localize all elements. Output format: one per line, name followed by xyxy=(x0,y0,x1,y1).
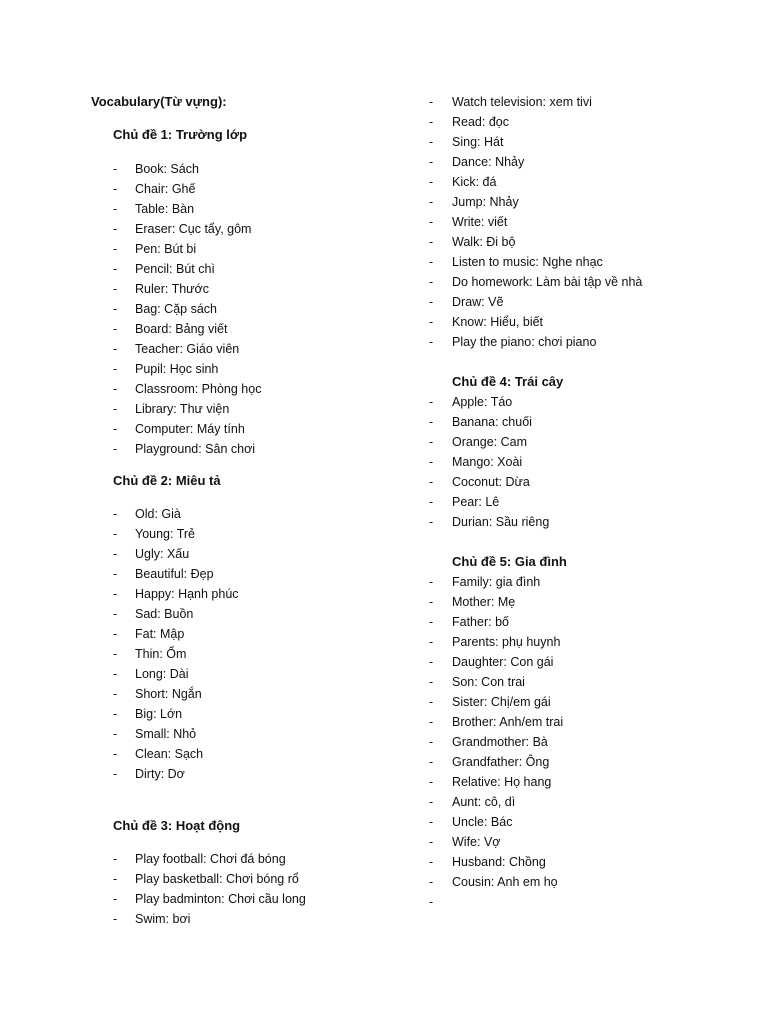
bullet-dash: - xyxy=(113,747,118,761)
vocab-item: Aunt: cô, dì xyxy=(452,795,516,809)
bullet-dash: - xyxy=(113,282,118,296)
vocab-item: Wife: Vợ xyxy=(452,835,501,849)
bullet-dash: - xyxy=(429,215,434,229)
vocab-item: Know: Hiểu, biết xyxy=(452,315,544,329)
vocab-item: Big: Lớn xyxy=(135,707,183,721)
vocab-item: Pupil: Học sinh xyxy=(135,362,219,376)
section-heading: Chủ đề 3: Hoạt động xyxy=(113,818,241,833)
vocab-item: Fat: Mập xyxy=(135,627,185,641)
bullet-dash: - xyxy=(113,422,118,436)
bullet-dash: - xyxy=(429,775,434,789)
bullet-dash: - xyxy=(429,175,434,189)
vocab-item: Beautiful: Đẹp xyxy=(135,567,214,581)
bullet-dash: - xyxy=(113,872,118,886)
bullet-dash: - xyxy=(113,547,118,561)
bullet-dash: - xyxy=(429,735,434,749)
vocab-item: Teacher: Giáo viên xyxy=(135,342,240,356)
bullet-dash: - xyxy=(429,275,434,289)
vocab-item: Ruler: Thước xyxy=(135,282,209,296)
bullet-dash: - xyxy=(429,635,434,649)
bullet-dash: - xyxy=(113,362,118,376)
vocab-item: Cousin: Anh em họ xyxy=(452,875,558,889)
bullet-dash: - xyxy=(429,795,434,809)
vocab-item: Sad: Buồn xyxy=(135,607,194,621)
bullet-dash: - xyxy=(429,315,434,329)
bullet-dash: - xyxy=(429,435,434,449)
bullet-dash: - xyxy=(429,455,434,469)
vocab-item: Long: Dài xyxy=(135,667,189,681)
vocab-item: Play football: Chơi đá bóng xyxy=(135,852,286,866)
bullet-dash: - xyxy=(113,162,118,176)
bullet-dash: - xyxy=(429,235,434,249)
bullet-dash: - xyxy=(113,322,118,336)
bullet-dash: - xyxy=(429,675,434,689)
bullet-dash: - xyxy=(113,912,118,926)
bullet-dash: - xyxy=(429,135,434,149)
vocab-item: Bag: Cặp sách xyxy=(135,302,217,316)
vocab-item: Library: Thư viện xyxy=(135,402,230,416)
bullet-dash: - xyxy=(113,342,118,356)
section-heading: Chủ đề 4: Trái cây xyxy=(452,374,564,389)
vocab-item: Walk: Đi bộ xyxy=(452,235,516,249)
bullet-dash: - xyxy=(113,222,118,236)
vocab-item: Kick: đá xyxy=(452,175,497,189)
vocab-item: Ugly: Xấu xyxy=(135,547,190,561)
vocab-item: Mango: Xoài xyxy=(452,455,523,469)
vocab-item: Sing: Hát xyxy=(452,135,504,149)
vocab-item: Young: Trẻ xyxy=(135,527,196,541)
bullet-dash: - xyxy=(113,852,118,866)
vocab-item: Clean: Sạch xyxy=(135,747,204,761)
document-title: Vocabulary(Từ vựng): xyxy=(91,94,227,109)
bullet-dash: - xyxy=(429,155,434,169)
vocab-item: Banana: chuối xyxy=(452,415,532,429)
bullet-dash: - xyxy=(429,695,434,709)
section-heading: Chủ đề 5: Gia đình xyxy=(452,554,567,569)
vocab-item: Brother: Anh/em trai xyxy=(452,715,564,729)
vocab-item: Play the piano: chơi piano xyxy=(452,335,597,349)
vocab-item: Mother: Mẹ xyxy=(452,595,516,609)
bullet-dash: - xyxy=(113,567,118,581)
bullet-dash: - xyxy=(429,255,434,269)
bullet-dash: - xyxy=(429,755,434,769)
vocab-item: Playground: Sân chơi xyxy=(135,442,256,456)
bullet-dash: - xyxy=(113,402,118,416)
vocab-item: Parents: phụ huynh xyxy=(452,635,561,649)
bullet-dash: - xyxy=(113,667,118,681)
bullet-dash: - xyxy=(113,607,118,621)
vocab-item: Pear: Lê xyxy=(452,495,500,509)
bullet-dash: - xyxy=(429,335,434,349)
vocab-item: Book: Sách xyxy=(135,162,199,176)
vocab-item: Dirty: Dơ xyxy=(135,767,185,781)
bullet-dash: - xyxy=(429,595,434,609)
section-heading: Chủ đề 1: Trường lớp xyxy=(113,127,248,142)
vocab-item: Happy: Hạnh phúc xyxy=(135,587,239,601)
bullet-dash: - xyxy=(429,95,434,109)
bullet-dash: - xyxy=(429,855,434,869)
bullet-dash: - xyxy=(113,242,118,256)
vocab-item: Family: gia đình xyxy=(452,575,541,589)
vocab-item: Play basketball: Chơi bóng rổ xyxy=(135,872,299,886)
bullet-dash: - xyxy=(113,182,118,196)
bullet-dash: - xyxy=(429,295,434,309)
vocab-item: Grandmother: Bà xyxy=(452,735,548,749)
vocab-item: Old: Già xyxy=(135,507,181,521)
vocab-item: Relative: Họ hang xyxy=(452,775,552,789)
bullet-dash: - xyxy=(429,715,434,729)
bullet-dash: - xyxy=(113,587,118,601)
vocab-item: Classroom: Phòng học xyxy=(135,382,262,396)
vocab-item: Pencil: Bút chì xyxy=(135,262,215,276)
vocab-item: Listen to music: Nghe nhạc xyxy=(452,255,603,269)
bullet-dash: - xyxy=(113,302,118,316)
vocab-item: Grandfather: Ông xyxy=(452,755,550,769)
bullet-dash: - xyxy=(429,395,434,409)
vocab-item: Coconut: Dừa xyxy=(452,475,530,489)
vocab-item: Watch television: xem tivi xyxy=(452,95,592,109)
vocab-item: Do homework: Làm bài tập về nhà xyxy=(452,275,643,289)
vocab-item: Read: đọc xyxy=(452,115,509,129)
vocab-item: Jump: Nhảy xyxy=(452,195,519,209)
vocab-item: Thin: Ốm xyxy=(135,647,187,661)
vocab-item: Write: viết xyxy=(452,215,508,229)
vocab-item: Swim: bơi xyxy=(135,912,191,926)
bullet-dash: - xyxy=(429,515,434,529)
vocab-item: Eraser: Cục tẩy, gôm xyxy=(135,222,252,236)
bullet-dash: - xyxy=(429,495,434,509)
bullet-dash: - xyxy=(429,475,434,489)
vocab-item: Small: Nhỏ xyxy=(135,727,197,741)
bullet-dash: - xyxy=(429,895,434,909)
bullet-dash: - xyxy=(429,115,434,129)
bullet-dash: - xyxy=(113,727,118,741)
vocab-item: Pen: Bút bi xyxy=(135,242,197,256)
section-heading: Chủ đề 2: Miêu tả xyxy=(113,473,221,488)
vocab-item: Son: Con trai xyxy=(452,675,525,689)
bullet-dash: - xyxy=(113,442,118,456)
bullet-dash: - xyxy=(429,575,434,589)
vocab-item: Uncle: Bác xyxy=(452,815,513,829)
bullet-dash: - xyxy=(113,527,118,541)
vocab-item: Sister: Chị/em gái xyxy=(452,695,551,709)
bullet-dash: - xyxy=(113,507,118,521)
bullet-dash: - xyxy=(429,815,434,829)
vocab-item: Husband: Chồng xyxy=(452,855,546,869)
bullet-dash: - xyxy=(429,875,434,889)
vocab-item: Short: Ngắn xyxy=(135,687,202,701)
bullet-dash: - xyxy=(113,707,118,721)
vocab-item: Draw: Vẽ xyxy=(452,295,504,309)
vocab-item: Computer: Máy tính xyxy=(135,422,245,436)
vocab-item: Board: Bảng viết xyxy=(135,322,228,336)
bullet-dash: - xyxy=(113,647,118,661)
vocab-item: Play badminton: Chơi cầu long xyxy=(135,892,306,906)
bullet-dash: - xyxy=(113,382,118,396)
vocab-item: Dance: Nhảy xyxy=(452,155,525,169)
vocab-item: Father: bố xyxy=(452,615,509,629)
bullet-dash: - xyxy=(113,202,118,216)
bullet-dash: - xyxy=(113,767,118,781)
vocab-item: Daughter: Con gái xyxy=(452,655,554,669)
bullet-dash: - xyxy=(113,627,118,641)
bullet-dash: - xyxy=(429,415,434,429)
bullet-dash: - xyxy=(429,615,434,629)
vocab-item: Chair: Ghế xyxy=(135,182,196,196)
vocab-item: Table: Bàn xyxy=(135,202,195,216)
vocab-item: Durian: Sầu riêng xyxy=(452,515,550,529)
bullet-dash: - xyxy=(429,655,434,669)
bullet-dash: - xyxy=(113,687,118,701)
bullet-dash: - xyxy=(429,195,434,209)
bullet-dash: - xyxy=(113,262,118,276)
vocab-item: Apple: Táo xyxy=(452,395,513,409)
bullet-dash: - xyxy=(113,892,118,906)
vocab-item: Orange: Cam xyxy=(452,435,528,449)
bullet-dash: - xyxy=(429,835,434,849)
